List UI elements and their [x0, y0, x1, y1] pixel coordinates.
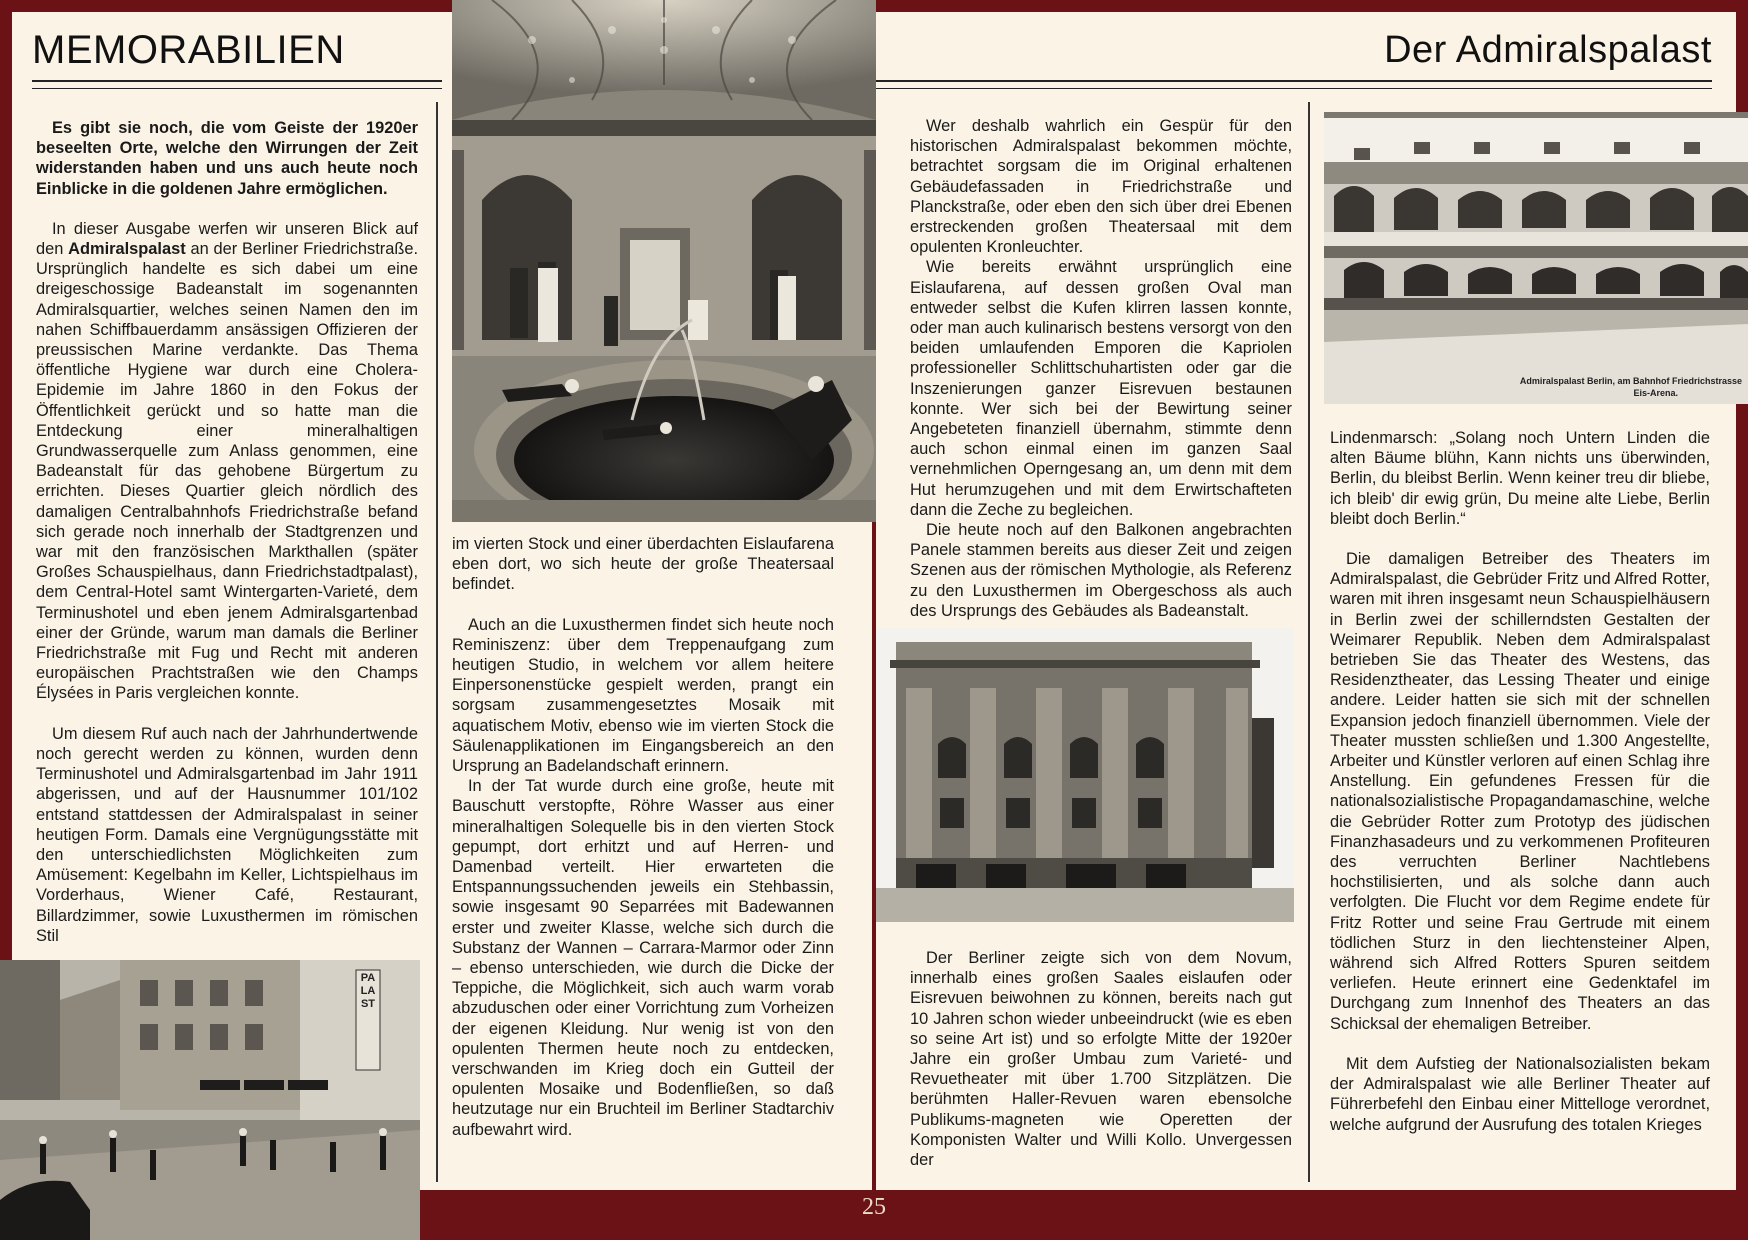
street-sign-text: PALAST	[360, 972, 376, 1010]
column-divider	[1308, 102, 1310, 1182]
paragraph: Wer deshalb wahrlich ein Gespür für den historischen Admiralspalast bekommen möchte, betrachtet sorgsam die im Original erhaltenen Gebäudefassaden in Friedrichstraße und Planckstraße, oder eben den sich über drei Ebenen erstreckenden großen Theatersaal mit dem opulenten Kronleuchter.	[910, 117, 1292, 257]
paragraph: Die damaligen Betreiber des Theaters im Admiralspalast, die Gebrüder Fritz und Alfred Rotter, waren mit ihren insgesamt neun Schauspielhäusern in Berlin zwei der schillerndsten Gestalten der Weimarer Republik. Neben dem Admiralspalast betrieben Sie das Theater des Westens, das Residenztheater, das Lessing Theater und einige andere. Leider hatten sie sich mit der schnellen Expansion jedoch finanziell übernommen. Viele der Theater mussten schließen und 1.300 Angestellte, Arbeiter und Künstler verloren auf einen Schlag ihre Anstellung. Ein gefundenes Fressen für die nationalsozialistische Propagandamaschine, welche die Gebrüder Rotter zum Prototyp des jüdischen Finanzhasadeurs und zu verkommenen Profiteuren des verruchten Berliner Nachtlebens hochstilisierten, und als solche dann auch verfolgten. Die Flucht vor dem Regime endete für Fritz Rotter und seine Frau Gertrude mit einem tödlichen Sturz in den liechtensteiner Alpen, während sich Alfred Rotters Spuren seitdem verliefen. Heute erinnert eine Gedenktafel im Durchgang zum Innenhof des Theaters an das Schicksal der ehemaligen Betreiber.	[1330, 550, 1710, 1033]
bath-photo	[452, 0, 876, 522]
column-2	[452, 534, 834, 1140]
paragraph: Die heute noch auf den Balkonen angebrachten Panele stammen bereits aus dieser Zeit und zeigen Szenen aus der römischen Mythologie, als Referenz zu den Luxusthermen im Obergeschoss als auch des Ursprungs des Gebäudes als Badeanstalt.	[910, 521, 1292, 620]
facade-photo	[876, 628, 1294, 922]
arena-photo	[1324, 112, 1748, 404]
header-rule	[32, 80, 442, 82]
paragraph: Mit dem Aufstieg der Nationalsozialisten bekam der Admiralspalast wie alle Berliner Theater auf Führerbefehl den Einbau einer Mittelloge verordnet, welche aufgrund der Ausrufung des totalen Krieges	[1330, 1054, 1710, 1134]
paragraph: Auch an die Luxusthermen findet sich heute noch Reminiszenz: über dem Treppenaufgang zum heutigen Studio, in welchem vor allem heitere Einpersonenstücke gespielt werden, prangt ein sorgsam zusammengesetztes Mosaik mit aquatischem Motiv, ebenso wie im vierten Stock die Säulenapplikationen im Eingangsbereich an den Ursprung an Badelandschaft erinnern.	[452, 615, 834, 776]
highlight-admiralspalast: Admiralspalast	[68, 240, 186, 259]
paragraph: Lindenmarsch: „Solang noch Untern Linden die alten Bäume blühn, Kann nichts uns überwinden, Berlin, du bleibst Berlin. Wenn keiner treu dir bliebe, ich bleib' dir ewig grün, Du meine alte Liebe, Berlin bleibt doch Berlin.“	[1330, 429, 1710, 528]
text-run: an der Berliner Friedrichstraße. Ursprünglich handelte es sich dabei um eine dreigeschossige Badeanstalt im sogenannten Admiralsquartier, welches seinen Namen den im nahen Schiffbauerdamm ansässigen Offizieren der preussischen Marine verdankte. Das Thema öffentliche Hygiene war durch eine Cholera-Epidemie im Jahre 1860 in den Fokus der Öffentlichkeit gerückt und so hatte man die Entdeckung einer mineralhaltigen Grundwasserquelle zum Anlass genommen, eine Badeanstalt für das gehobene Bürgertum zu errichten. Dieses Quartier gleich nördlich des damaligen Centralbahnhofs Friedrichstraße befand sich gerade noch innerhalb der Stadtgrenzen und war mit den französischen Markthallen (später Großes Schauspielhaus, dann Friedrichstadtpalast), dem Central-Hotel samt Wintergarten-Varieté, dem Terminushotel und eben jenem Admiralsgartenbad einer der Gründe, warum man damals die Berliner Friedrichstraße mit Fug und Recht mit anderen europäischen Prachtstraßen wie den Champs Élysées in Paris vergleichen konnte.	[36, 240, 419, 703]
article-title: Der Admiralspalast	[1384, 29, 1712, 71]
column-4	[1330, 428, 1710, 1135]
header-rule-thin	[32, 88, 442, 89]
column-3	[910, 116, 1292, 621]
paragraph: Der Berliner zeigte sich von dem Novum, innerhalb eines großen Saales eislaufen oder Eisrevuen beiwohnen zu können, bereits nach gut 10 Jahren schon wieder unbeeindruckt (wie es eben so seine Art ist) und so erfolgte Mitte der 1920er Jahre ein großer Umbau zum Varieté- und Revuetheater mit über 1.700 Sitzplätzen. Die berühmten Haller-Revuen waren ebensolche Publikums-magneten wie Operetten der Komponisten Walter und Willi Kollo. Unvergessen der	[910, 949, 1292, 1170]
paragraph: Wie bereits erwähnt ursprünglich eine Eislaufarena, auf dessen großen Oval man entweder selbst die Kufen klirren lassen konnte, oder man auch kulinarisch bestens versorgt von den beiden umlaufenden Emporen die Kapriolen professioneller Schlittschuhartisten oder gar die Inszenierungen ganzer Eisrevuen bestaunen konnte. Wer sich bei der Bewirtung seiner Angebeteten finanziell übernahm, stimmte denn auch schon einmal einen im ganzen Saal vernehmlichen Operngesang an, um denn mit dem Hut herumzugehen und mit dem Erwirtschafteten dann die Zeche zu begleichen.	[910, 258, 1292, 519]
column-3-continued	[910, 948, 1292, 1170]
paragraph: In der Tat wurde durch eine große, heute mit Bauschutt verstopfte, Röhre Wasser aus einer mineralhaltigen Solequelle bis in den vierten Stock gepumpt, dort erhitzt und auf Herren- und Damenbad verteilt. Hier erwarteten die Entspannungssuchenden jeweils ein Stehbassin, sowie insgesamt 90 Separrées mit Badewannen erster und zweiter Klasse, welche sich durch die Substanz der Wannen – Carrara-Marmor oder Zinn – ebenso unterschieden, wie durch die Dicke der Teppiche, die Möglichkeit, sich auch warm vorab abzuduschen oder einer Vorrichtung zum Vorheizen der eigenen Kleidung. Nur wenig ist von den opulenten Thermen heute noch zu entdecken, verschwanden im Krieg doch ein Gutteil der opulenten Mosaike und Bodenfließen, so daß heutzutage nur ein Bruchteil im Berliner Stadtarchiv aufbewahrt wird.	[452, 777, 834, 1139]
text-run: In dieser Ausgabe werfen wir unseren Blick auf den	[36, 219, 418, 259]
paragraph	[36, 219, 418, 704]
header-rule-right-thin	[876, 88, 1712, 89]
page-number: 25	[862, 1194, 886, 1220]
paragraph: im vierten Stock und einer überdachten Eislaufarena eben dort, wo sich heute der große Theatersaal befindet.	[452, 535, 834, 594]
paragraph: Um diesem Ruf auch nach der Jahrhundertwende noch gerecht werden zu können, wurden denn Terminushotel und Admiralsgartenbad im Jahr 1911 abgerissen, und auf der Hausnummer 101/102 entstand stattdessen der Admiralspalast in seiner heutigen Form. Damals eine Vergnügungsstätte mit den unterschiedlichsten Möglichkeiten zum Amüsement: Kegelbahn im Keller, Lichtspielhaus im Vorderhaus, Wiener Café, Restaurant, Billardzimmer, sowie Luxusthermen im römischen Stil	[36, 724, 418, 945]
column-divider	[436, 102, 438, 1182]
street-photo	[0, 960, 420, 1240]
header-rule-right	[876, 80, 1712, 82]
lead-paragraph: Es gibt sie noch, die vom Geiste der 1920er beseelten Orte, welche den Wirrungen der Zeit widerstanden haben und uns auch heute noch Einblicke in die goldenen Jahre ermöglichen.	[36, 119, 418, 198]
arena-photo-caption: Admiralspalast Berlin, am Bahnhof Friedrichstrasse	[1519, 376, 1742, 386]
column-1	[36, 118, 418, 946]
section-title: MEMORABILIEN	[32, 28, 345, 72]
arena-photo-caption-2: Eis-Arena.	[1633, 388, 1678, 398]
